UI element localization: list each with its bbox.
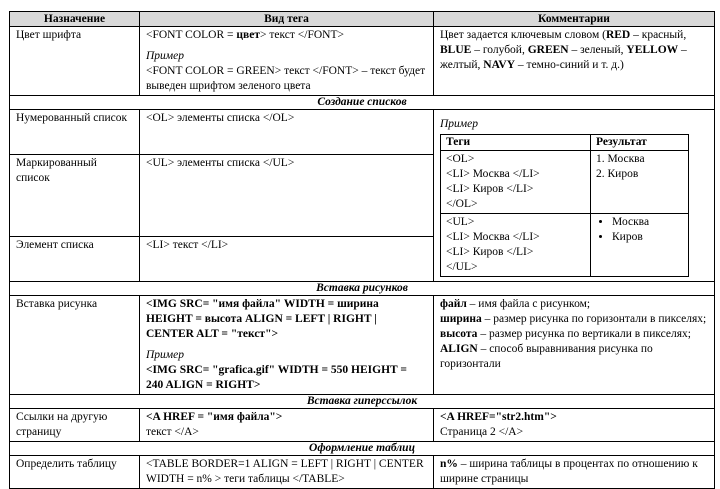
font-comment-5: – желтый,	[440, 44, 687, 71]
section-image: Вставка рисунков	[10, 282, 715, 296]
ol-tag-line: <OL>	[446, 153, 475, 165]
ul-result-item: • Киров	[612, 230, 683, 245]
table-comment-term: n%	[440, 458, 458, 470]
image-comment-height-term: высота	[440, 328, 478, 340]
image-comment-file	[440, 297, 708, 312]
image-comment-file-text: – имя файла с рисунком;	[466, 298, 591, 310]
image-tag-cell	[140, 296, 434, 395]
link-tag-line2: текст </A>	[146, 426, 199, 438]
inner-header-result: Результат	[591, 135, 689, 151]
image-comment-cell	[434, 296, 715, 395]
link-purpose: Ссылки на другую страницу	[10, 409, 140, 442]
image-example-label: Пример	[146, 349, 184, 361]
list-item-tag: <LI> текст </LI>	[140, 237, 434, 282]
section-lists-row	[10, 96, 715, 110]
font-tag-cell	[140, 27, 434, 96]
font-comment-1: Цвет задается ключевым словом (	[440, 29, 606, 41]
ol-result-item: 2. Киров	[596, 168, 639, 180]
font-tag-close: > текст </FONT>	[260, 29, 344, 41]
font-color-row	[10, 27, 715, 96]
ul-tag-line: </UL>	[446, 261, 478, 273]
color-red: RED	[605, 29, 631, 41]
font-comment-3: – голубой,	[471, 44, 528, 56]
link-tag-line1: <A HREF = "имя файла">	[146, 411, 283, 423]
lists-example-table	[440, 134, 689, 277]
image-comment-width-term: ширина	[440, 313, 482, 325]
table-tag: <TABLE BORDER=1 ALIGN = LEFT | RIGHT | CENTER WIDTH = n% > теги таблицы </TABLE>	[140, 456, 434, 489]
image-row	[10, 296, 715, 395]
link-row	[10, 409, 715, 442]
link-comment-line1: <A HREF="str2.htm">	[440, 411, 557, 423]
header-comments: Комментарии	[434, 12, 715, 27]
font-example-mid: > текст </FONT>	[274, 65, 359, 77]
inner-ol-tags	[441, 151, 591, 214]
bulleted-list-purpose: Маркированный список	[10, 154, 140, 236]
font-tag-syntax	[146, 28, 427, 43]
font-example-rest: – текст будет выведен шрифтом зеленого цвета	[146, 65, 426, 92]
image-comment-width-text: – размер рисунка по горизонтали в пикселях;	[481, 313, 707, 325]
color-blue: BLUE	[440, 44, 472, 56]
bulleted-list-tag: <UL> элементы списка </UL>	[140, 154, 434, 236]
section-links: Вставка гиперссылок	[10, 395, 715, 409]
image-purpose: Вставка рисунка	[10, 296, 140, 395]
section-links-row	[10, 395, 715, 409]
link-tag-cell	[140, 409, 434, 442]
color-yellow: YELLOW	[626, 44, 679, 56]
ol-tag-line: </OL>	[446, 198, 478, 210]
image-comment-height	[440, 327, 708, 342]
font-tag-color-word: цвет	[236, 29, 260, 41]
inner-header-row	[441, 135, 689, 151]
image-comment-align	[440, 342, 708, 372]
font-comment-cell	[434, 27, 715, 96]
link-comment-line2: Страница 2 </A>	[440, 426, 524, 438]
reference-table	[9, 11, 715, 489]
inner-ul-result	[591, 214, 689, 277]
font-comment-2: – красный,	[630, 29, 687, 41]
header-purpose: Назначение	[10, 12, 140, 27]
section-lists: Создание списков	[10, 96, 715, 110]
font-tag-open: <FONT COLOR =	[146, 29, 237, 41]
ul-tag-line: <LI> Киров </LI>	[446, 246, 534, 258]
font-comment-4: – зеленый,	[568, 44, 627, 56]
inner-ul-tags	[441, 214, 591, 277]
image-comment-align-text: – способ выравнивания рисунка по горизонтали	[440, 343, 653, 370]
image-comment-height-text: – размер рисунка по вертикали в пикселях;	[477, 328, 691, 340]
ol-result-item: 1. Москва	[596, 153, 645, 165]
numbered-list-purpose: Нумерованный список	[10, 110, 140, 155]
image-comment-width	[440, 312, 708, 327]
table-purpose: Определить таблицу	[10, 456, 140, 489]
ul-result-item: • Москва	[612, 215, 683, 230]
image-tag-syntax: <IMG SRC= "имя файла" WIDTH = ширина HEIGHT = высота ALIGN = LEFT | RIGHT | CENTER ALT = "текст">	[146, 298, 379, 340]
table-comment-text: – ширина таблицы в процентах по отношению к ширине страницы	[440, 458, 698, 485]
lists-example-label: Пример	[440, 118, 478, 130]
font-purpose-cell	[10, 27, 140, 96]
inner-ol-result	[591, 151, 689, 214]
section-image-row	[10, 282, 715, 296]
numbered-list-row	[10, 110, 715, 155]
ol-tag-line: <LI> Москва </LI>	[446, 168, 540, 180]
section-tables-row	[10, 442, 715, 456]
inner-ol-row	[441, 151, 689, 214]
ul-result-list	[596, 215, 683, 245]
header-tag: Вид тега	[140, 12, 434, 27]
image-example: <IMG SRC= "grafica.gif" WIDTH = 550 HEIGHT = 240 ALIGN = RIGHT>	[146, 364, 407, 391]
header-row	[10, 12, 715, 27]
lists-example-cell	[434, 110, 715, 282]
link-comment-cell	[434, 409, 715, 442]
font-comment-6: – темно-синий и т. д.)	[515, 59, 624, 71]
list-item-purpose: Элемент списка	[10, 237, 140, 282]
color-navy: NAVY	[483, 59, 516, 71]
font-example-label: Пример	[146, 50, 184, 62]
color-green: GREEN	[527, 44, 569, 56]
inner-header-tags: Теги	[441, 135, 591, 151]
font-purpose: Цвет шрифта	[16, 29, 82, 41]
font-example-open: <FONT COLOR = GREEN	[146, 65, 275, 77]
numbered-list-tag: <OL> элементы списка </OL>	[140, 110, 434, 155]
section-tables: Оформление таблиц	[10, 442, 715, 456]
inner-ul-row	[441, 214, 689, 277]
image-comment-file-term: файл	[440, 298, 467, 310]
ul-tag-line: <LI> Москва </LI>	[446, 231, 540, 243]
ul-tag-line: <UL>	[446, 216, 475, 228]
ol-tag-line: <LI> Киров </LI>	[446, 183, 534, 195]
font-example	[146, 64, 427, 94]
image-comment-align-term: ALIGN	[440, 343, 478, 355]
